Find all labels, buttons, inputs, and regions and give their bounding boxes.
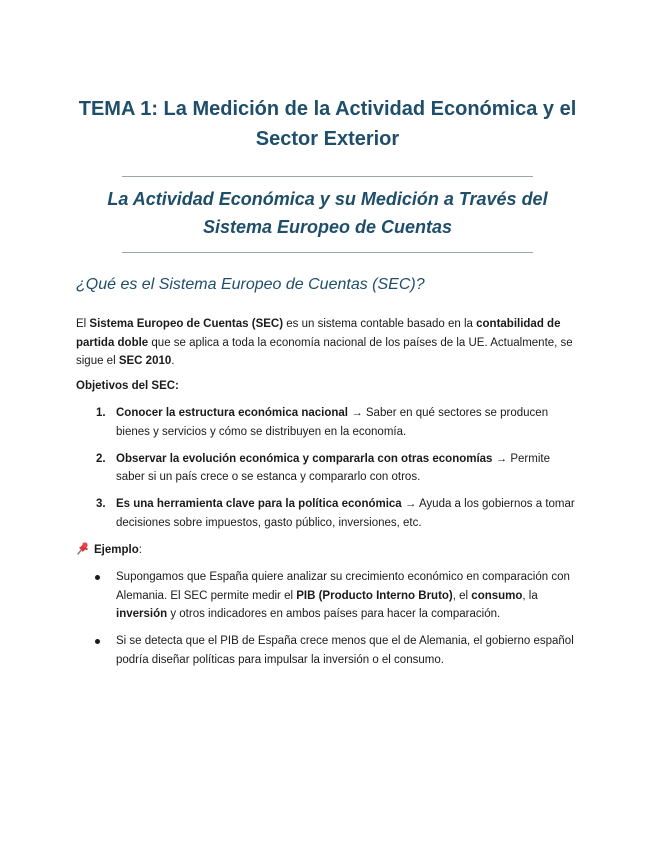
objective-number: 2. [96, 452, 106, 465]
intro-paragraph [76, 315, 581, 371]
objective-item [76, 495, 581, 532]
bullet-bold-inversion: inversión [116, 608, 168, 620]
intro-text-2: es un sistema contable basado en la [283, 318, 477, 330]
section-heading: ¿Qué es el Sistema Europeo de Cuentas (SEC)? [76, 276, 425, 293]
objective-text: → Permite saber si un país crece o se estanca y compararlo con otros. [116, 452, 550, 483]
document-subtitle: La Actividad Económica y su Medición a Través del Sistema Europeo de Cuentas [107, 189, 548, 237]
intro-text-1: El [76, 318, 90, 330]
document-title: TEMA 1: La Medición de la Actividad Económica y el Sector Exterior [78, 98, 577, 150]
objective-bold: Observar la evolución económica y compararla con otras economías [116, 452, 493, 465]
bullet-dot [95, 639, 100, 644]
bullet-text-2: , el [452, 589, 472, 602]
example-bullet [76, 632, 581, 669]
pushpin-icon [76, 541, 90, 555]
objective-bold: Es una herramienta clave para la política económica [116, 498, 402, 510]
divider-bottom [122, 252, 533, 253]
objective-item [76, 450, 581, 487]
bullet-text-1: Supongamos que España quiere analizar su crecimiento económico en comparación con Alemania. El SEC permite medir el [116, 571, 570, 602]
example-bullet [76, 568, 581, 624]
objective-number: 1. [96, 407, 106, 419]
example-label-colon: : [138, 544, 142, 556]
bullet-dot [95, 575, 100, 580]
objectives-list [76, 404, 581, 541]
intro-bold-partida-doble: contabilidad de partida doble [76, 318, 561, 349]
objectives-label: Objetivos del SEC: [76, 380, 179, 392]
bullet-text-4: y otros indicadores en ambos países para hacer la comparación. [167, 608, 501, 620]
intro-text-3: que se aplica a toda la economía nacional de los países de la UE. Actualmente, se sigue el [76, 336, 573, 367]
objective-text: → Saber en qué sectores se producen bienes y servicios y cómo se distribuyen en la economía. [116, 407, 549, 438]
example-label-text: Ejemplo [94, 544, 139, 556]
divider-top [122, 176, 533, 177]
example-list [76, 568, 581, 678]
bullet-text: Si se detecta que el PIB de España crece menos que el de Alemania, el gobierno español podría diseñar políticas para impulsar la inversión o el consumo. [116, 635, 574, 666]
intro-bold-sec-2010: SEC 2010 [118, 355, 172, 367]
objective-item [76, 404, 581, 441]
objective-bold: Conocer la estructura económica nacional [116, 407, 348, 419]
intro-text-4: . [171, 355, 175, 367]
objective-text: → Ayuda a los gobiernos a tomar decisiones sobre impuestos, gasto público, inversiones, etc. [116, 498, 575, 529]
bullet-text-3: , la [522, 589, 538, 602]
bullet-bold-consumo: consumo [471, 589, 523, 602]
example-label [76, 541, 581, 560]
bullet-bold-pib: PIB (Producto Interno Bruto) [296, 589, 453, 602]
objective-number: 3. [96, 498, 106, 510]
intro-bold-sec: Sistema Europeo de Cuentas (SEC) [89, 318, 284, 330]
